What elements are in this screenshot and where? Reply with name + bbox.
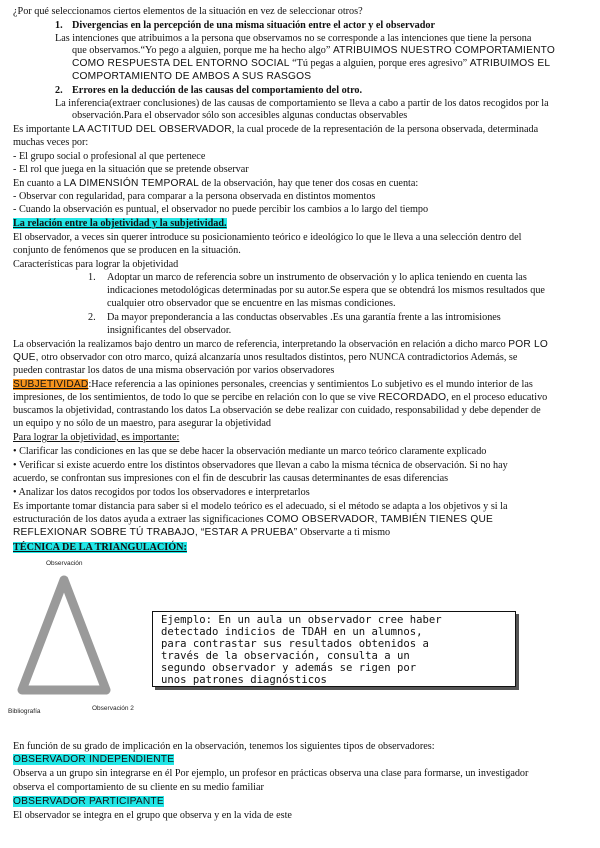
subjetividad-label: SUBJETIVIDAD: [13, 379, 89, 390]
triangle-label-left: Bibliografía: [8, 708, 41, 715]
relacion-paragraph: El observador, a veces sin querer introduce su posicionamiento teórico e ideológico lo que le lleva a una selección dentro del: [13, 232, 522, 243]
example-line: través de la observación, consulta a un: [161, 650, 410, 662]
tipos-intro: En función de su grado de implicación en la observación, tenemos los siguientes tipos de observadores:: [13, 741, 435, 752]
list-item: - Cuando la observación es puntual, el observador no puede percibir los cambios a lo largo del tiempo: [13, 204, 429, 215]
temporal-paragraph: En cuanto a LA DIMENSIÓN TEMPORAL de la observación, hay que tener dos cosas en cuenta:: [13, 178, 419, 189]
section-heading-triangulacion: TÉCNICA DE LA TRIANGULACIÓN:: [13, 542, 187, 553]
list-item: • Analizar los datos recogidos por todos los observadores e interpretarlos: [13, 487, 310, 498]
question-line: ¿Por qué seleccionamos ciertos elementos de la situación en vez de seleccionar otros?: [13, 6, 363, 17]
triangle-diagram: [14, 572, 114, 704]
subjetividad-paragraph: SUBJETIVIDAD:Hace referencia a las opiniones personales, creencias y sentimientos Lo subjetivo es el mundo interior de las: [13, 379, 533, 390]
lograr-heading: Para lograr la objetividad, es importante:: [13, 432, 180, 443]
example-line: para contrastar sus resultados obtenidos a: [161, 638, 429, 650]
item1-text: Las intenciones que atribuimos a la persona que observamos no se corresponde a las intenciones que tiene la persona: [55, 33, 532, 44]
subjetividad-paragraph: un equipo y no sólo de un maestro, para asegurar la objetividad: [13, 418, 272, 429]
actitud-paragraph: Es importante LA ACTITUD DEL OBSERVADOR, la cual procede de la representación de la persona observada, determinada: [13, 124, 539, 135]
independiente-paragraph: Observa a un grupo sin integrarse en él Por ejemplo, un profesor en prácticas observa una clase para formarse, un investigador: [13, 768, 529, 779]
item1-title: Divergencias en la percepción de una misma situación entre el actor y el observador: [72, 20, 436, 31]
subjetividad-paragraph: impresiones, de los sentimientos, de todo lo que se percibe en relación con lo que se vive RECORDADO, en el proceso educativo: [13, 392, 548, 403]
subjetividad-paragraph: buscamos la objetividad, contrastando los datos La observación se debe realizar con cuidado, responsabilidad y debe depender de: [13, 405, 541, 416]
marco-paragraph: QUE, otro observador con otro marco, quizá alcanzaría unos resultados distintos, pero NUNCA contradictorios Además, se: [13, 352, 518, 363]
marco-paragraph: La observación la realizamos bajo dentro un marco de referencia, interpretando la observación en relación a dicho marco POR LO: [13, 339, 548, 350]
item1-text: COMO RESPUESTA DEL ENTORNO SOCIAL “Tú pegas a alguien, porque eres agresivo” ATRIBUIMOS EL: [72, 58, 551, 69]
triangle-shape: [22, 580, 106, 690]
item1-text: que observamos.“Yo pego a alguien, porque me ha hecho algo” ATRIBUIMOS NUESTRO COMPORTAMIENTO: [72, 45, 555, 56]
marco-paragraph: pueden contrastar los datos de una misma observación por varios observadores: [13, 365, 335, 376]
list-item: - Observar con regularidad, para comparar a la persona observada en distintos momentos: [13, 191, 376, 202]
list-item: acuerdo, se confrontan sus impresiones con el fin de descubrir las causas determinantes de esas diferencias: [13, 473, 449, 484]
item2-title: Errores en la deducción de las causas del comportamiento del otro.: [72, 85, 363, 96]
triangle-label-right: Observación 2: [92, 705, 134, 712]
obj1-number: 1.: [88, 272, 96, 283]
item2-number: 2.: [55, 85, 63, 96]
independiente-paragraph: observa el comportamiento de su cliente en su medio familiar: [13, 782, 264, 793]
list-item: • Verificar si existe acuerdo entre los distintos observadores que llevan a cabo la misma técnica de observación. Si no hay: [13, 460, 508, 471]
obj2-text: Da mayor preponderancia a las conductas observables .Es una garantía frente a las intromisiones: [107, 312, 501, 323]
obj2-text: insignificantes del observador.: [107, 325, 232, 336]
relacion-paragraph: conjunto de fenómenos que se producen en la situación.: [13, 245, 241, 256]
list-item: - El rol que juega en la situación que se pretende observar: [13, 164, 249, 175]
distancia-paragraph: estructuración de los datos ayuda a extraer las significaciones COMO OBSERVADOR, TAMBIÉN TIENES QUE: [13, 514, 494, 525]
item1-number: 1.: [55, 20, 63, 31]
item1-text: COMPORTAMIENTO DE AMBOS A SUS RASGOS: [72, 71, 312, 82]
obj1-text: cualquier otro observador que se encuentre en las mismas condiciones.: [107, 298, 396, 309]
caracteristicas-label: Características para lograr la objetividad: [13, 259, 179, 270]
obj2-number: 2.: [88, 312, 96, 323]
item2-text: observación.Para el observador sólo son accesibles algunas conductas observables: [72, 110, 408, 121]
item2-text: La inferencia(extraer conclusiones) de las causas de comportamiento se lleva a cabo a partir de los datos recogidos por la: [55, 98, 549, 109]
heading-observador-participante: OBSERVADOR PARTICIPANTE: [13, 796, 164, 807]
section-heading-relacion: La relación entre la objetividad y la subjetividad.: [13, 218, 227, 229]
obj1-text: indicaciones metodológicas determinadas por su autor.Se espera que se obtendrá los mismos resultados que: [107, 285, 545, 296]
example-box: [152, 611, 516, 687]
example-line: detectado indicios de TDAH en un alumnos,: [161, 626, 423, 638]
actitud-paragraph: muchas veces por:: [13, 137, 89, 148]
distancia-paragraph: REFLEXIONAR SOBRE TÚ TRABAJO, “ESTAR A PRUEBA” Observarte a ti mismo: [13, 527, 391, 538]
list-item: - El grupo social o profesional al que pertenece: [13, 151, 206, 162]
obj1-text: Adoptar un marco de referencia sobre un instrumento de observación y lo aplica teniendo en cuenta las: [107, 272, 527, 283]
heading-observador-independiente: OBSERVADOR INDEPENDIENTE: [13, 754, 175, 765]
list-item: • Clarificar las condiciones en las que se debe hacer la observación mediante un marco teórico claramente explicado: [13, 446, 487, 457]
distancia-paragraph: Es importante tomar distancia para saber si el modelo teórico es el adecuado, si el método se adapta a los objetivos y si la: [13, 501, 508, 512]
participante-paragraph: El observador se integra en el grupo que observa y en la vida de este: [13, 810, 292, 821]
example-line: unos patrones diagnósticos: [161, 674, 327, 686]
example-line: segundo observador y además se rigen por: [161, 662, 417, 674]
example-line: Ejemplo: En un aula un observador cree haber: [161, 614, 442, 626]
triangle-label-top: Observación: [46, 560, 83, 567]
